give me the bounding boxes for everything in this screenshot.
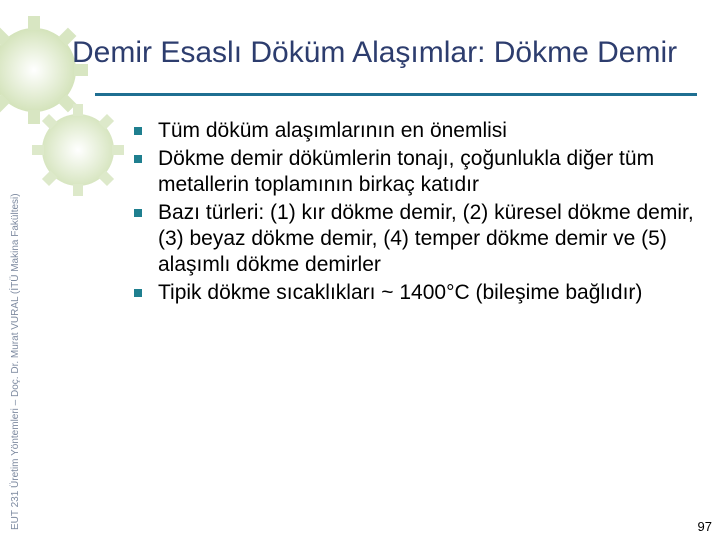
bullet-text: Dökme demir dökümlerin tonajı, çoğunlukla diğer tüm metallerin toplamının birkaç katıdır — [158, 147, 655, 196]
square-bullet-icon — [134, 155, 142, 163]
title-underline — [95, 93, 697, 96]
square-bullet-icon — [134, 209, 142, 217]
page-number: 97 — [697, 519, 712, 534]
slide-title: Demir Esaslı Döküm Alaşımlar: Dökme Demir — [72, 36, 678, 69]
bullet-text: Bazı türleri: (1) kır dökme demir, (2) küresel dökme demir, (3) beyaz dökme demir, (4) temper dökme demir ve (5) alaşımlı dökme demirler — [158, 201, 694, 276]
bullet-item — [118, 146, 698, 198]
square-bullet-icon — [134, 289, 142, 297]
bullet-list — [118, 118, 698, 308]
bullet-item — [118, 280, 698, 306]
side-caption: EUT 231 Üretim Yöntemleri – Doç. Dr. Murat VURAL (İTÜ Makina Fakültesi) — [10, 193, 21, 530]
bullet-item — [118, 200, 698, 278]
gear-icon-small — [32, 104, 124, 196]
bullet-text: Tipik dökme sıcaklıkları ~ 1400°C (bileşime bağlıdır) — [158, 281, 643, 304]
bullet-item — [118, 118, 698, 144]
square-bullet-icon — [134, 127, 142, 135]
bullet-text: Tüm döküm alaşımlarının en önemlisi — [158, 119, 507, 142]
